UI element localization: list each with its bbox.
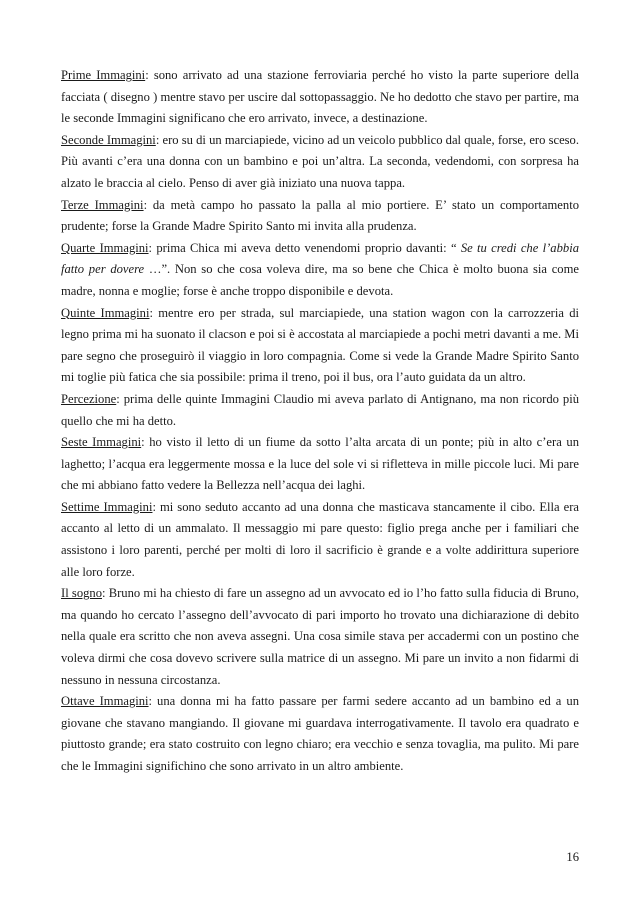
- paragraph-terze-immagini: [61, 195, 579, 238]
- paragraph-text: : sono arrivato ad una stazione ferroviaria perché ho visto la parte superiore della facciata ( disegno ) mentre stavo per uscire dal sottopassaggio. Ne ho dedotto che stavo per partire, ma le seconde Immagini significano che ero arrivato, invece, a destinazione.: [61, 68, 579, 126]
- paragraph-text: : ho visto il letto di un fiume da sotto l’alta arcata di un ponte; più in alto c’era un laghetto; l’acqua era leggermente mossa e la luce del sole vi si rifletteva in mille piccole luci. Mi pare che mi abbiano fatto vedere la Bellezza nell’acqua dei laghi.: [61, 435, 579, 493]
- paragraph-text: : mentre ero per strada, sul marciapiede, una station wagon con la carrozzeria di legno prima mi ha suonato il clacson e poi si è accostata al marciapiede a pochi metri davanti a me. Mi pare segno che proseguirò il viaggio in loro compagnia. Come si vede la Grande Madre Spirito Santo mi toglie più fatica che sia possibile: prima il treno, poi il bus, ora l’auto guidata da un altro.: [61, 305, 579, 385]
- paragraph-heading: Terze Immagini: [61, 197, 144, 212]
- paragraph-il-sogno: [61, 583, 579, 691]
- paragraph-quarte-immagini: [61, 238, 579, 303]
- paragraph-text: : prima Chica mi aveva detto venendomi proprio davanti: “: [148, 240, 461, 255]
- paragraph-heading: Percezione: [61, 391, 117, 406]
- paragraph-text: : Bruno mi ha chiesto di fare un assegno ad un avvocato ed io l’ho fatto sulla fiducia di Bruno, ma quando ho cercato l’assegno dell’avvocato di pari importo ho trovato una dichiarazione di debito nella quale era scritto che non aveva assegni. Una cosa simile stava per accadermi con un postino che voleva dirmi che cosa dovevo scrivere sulla matrice di un assegno. Mi pare un invito a non fidarmi di nessuno in nessuna circostanza.: [61, 586, 579, 687]
- paragraph-settime-immagini: [61, 497, 579, 583]
- paragraph-heading: Settime Immagini: [61, 499, 153, 514]
- paragraph-heading: Seconde Immagini: [61, 132, 156, 147]
- paragraph-quinte-immagini: [61, 303, 579, 389]
- paragraph-ottave-immagini: [61, 691, 579, 777]
- paragraph-heading: Prime Immagini: [61, 68, 146, 82]
- paragraph-heading: Seste Immagini: [61, 435, 142, 450]
- paragraph-text: : da metà campo ho passato la palla al mio portiere. E’ stato un comportamento prudente; forse la Grande Madre Spirito Santo mi invita alla prudenza.: [61, 197, 579, 234]
- paragraph-heading: Quarte Immagini: [61, 240, 149, 255]
- quoted-phrase: Se tu credi che l’abbia fatto per dovere: [61, 240, 579, 277]
- paragraph-text: : prima delle quinte Immagini Claudio mi aveva parlato di Antignano, ma non ricordo più quello che mi ha detto.: [61, 391, 579, 428]
- paragraph-seconde-immagini: [61, 130, 579, 195]
- paragraph-seste-immagini: [61, 432, 579, 497]
- paragraph-text: : ero su di un marciapiede, vicino ad un veicolo pubblico dal quale, forse, ero sceso. Più avanti c’era una donna con un bambino e poi un’altra. La seconda, vedendomi, con sorpresa ha alzato le braccia al cielo. Penso di aver già iniziato una nuova tappa.: [61, 132, 580, 190]
- paragraph-heading: Ottave Immagini: [61, 694, 149, 709]
- paragraph-text: : mi sono seduto accanto ad una donna che masticava stancamente il cibo. Ella era accanto al letto di un ammalato. Il messaggio mi pare questo: figlio prega anche per i familiari che assistono i loro parenti, perché per molti di loro il sacrificio è grande e a volte addirittura superiore alle loro forze.: [61, 499, 580, 579]
- paragraph-text-continued: …”. Non so che cosa voleva dire, ma so bene che Chica è molto buona sia come madre, nonna e moglie; forse è anche troppo disponibile e devota.: [61, 262, 579, 298]
- paragraph-percezione: [61, 389, 579, 432]
- paragraph-prime-immagini: [61, 65, 579, 130]
- page-number: 16: [566, 850, 579, 864]
- paragraph-heading: Il sogno: [61, 586, 102, 601]
- document-body: [61, 65, 579, 778]
- paragraph-text: : una donna mi ha fatto passare per farmi sedere accanto ad un bambino ed a un giovane che stavano mangiando. Il giovane mi guardava interrogativamente. Il tavolo era quadrato e piuttosto grande; era stato costruito con legno chiaro; era vecchio e senza tovaglia, ma pulito. Mi pare che le Immagini significhino che sono arrivato in un altro ambiente.: [61, 694, 579, 773]
- paragraph-heading: Quinte Immagini: [61, 305, 150, 320]
